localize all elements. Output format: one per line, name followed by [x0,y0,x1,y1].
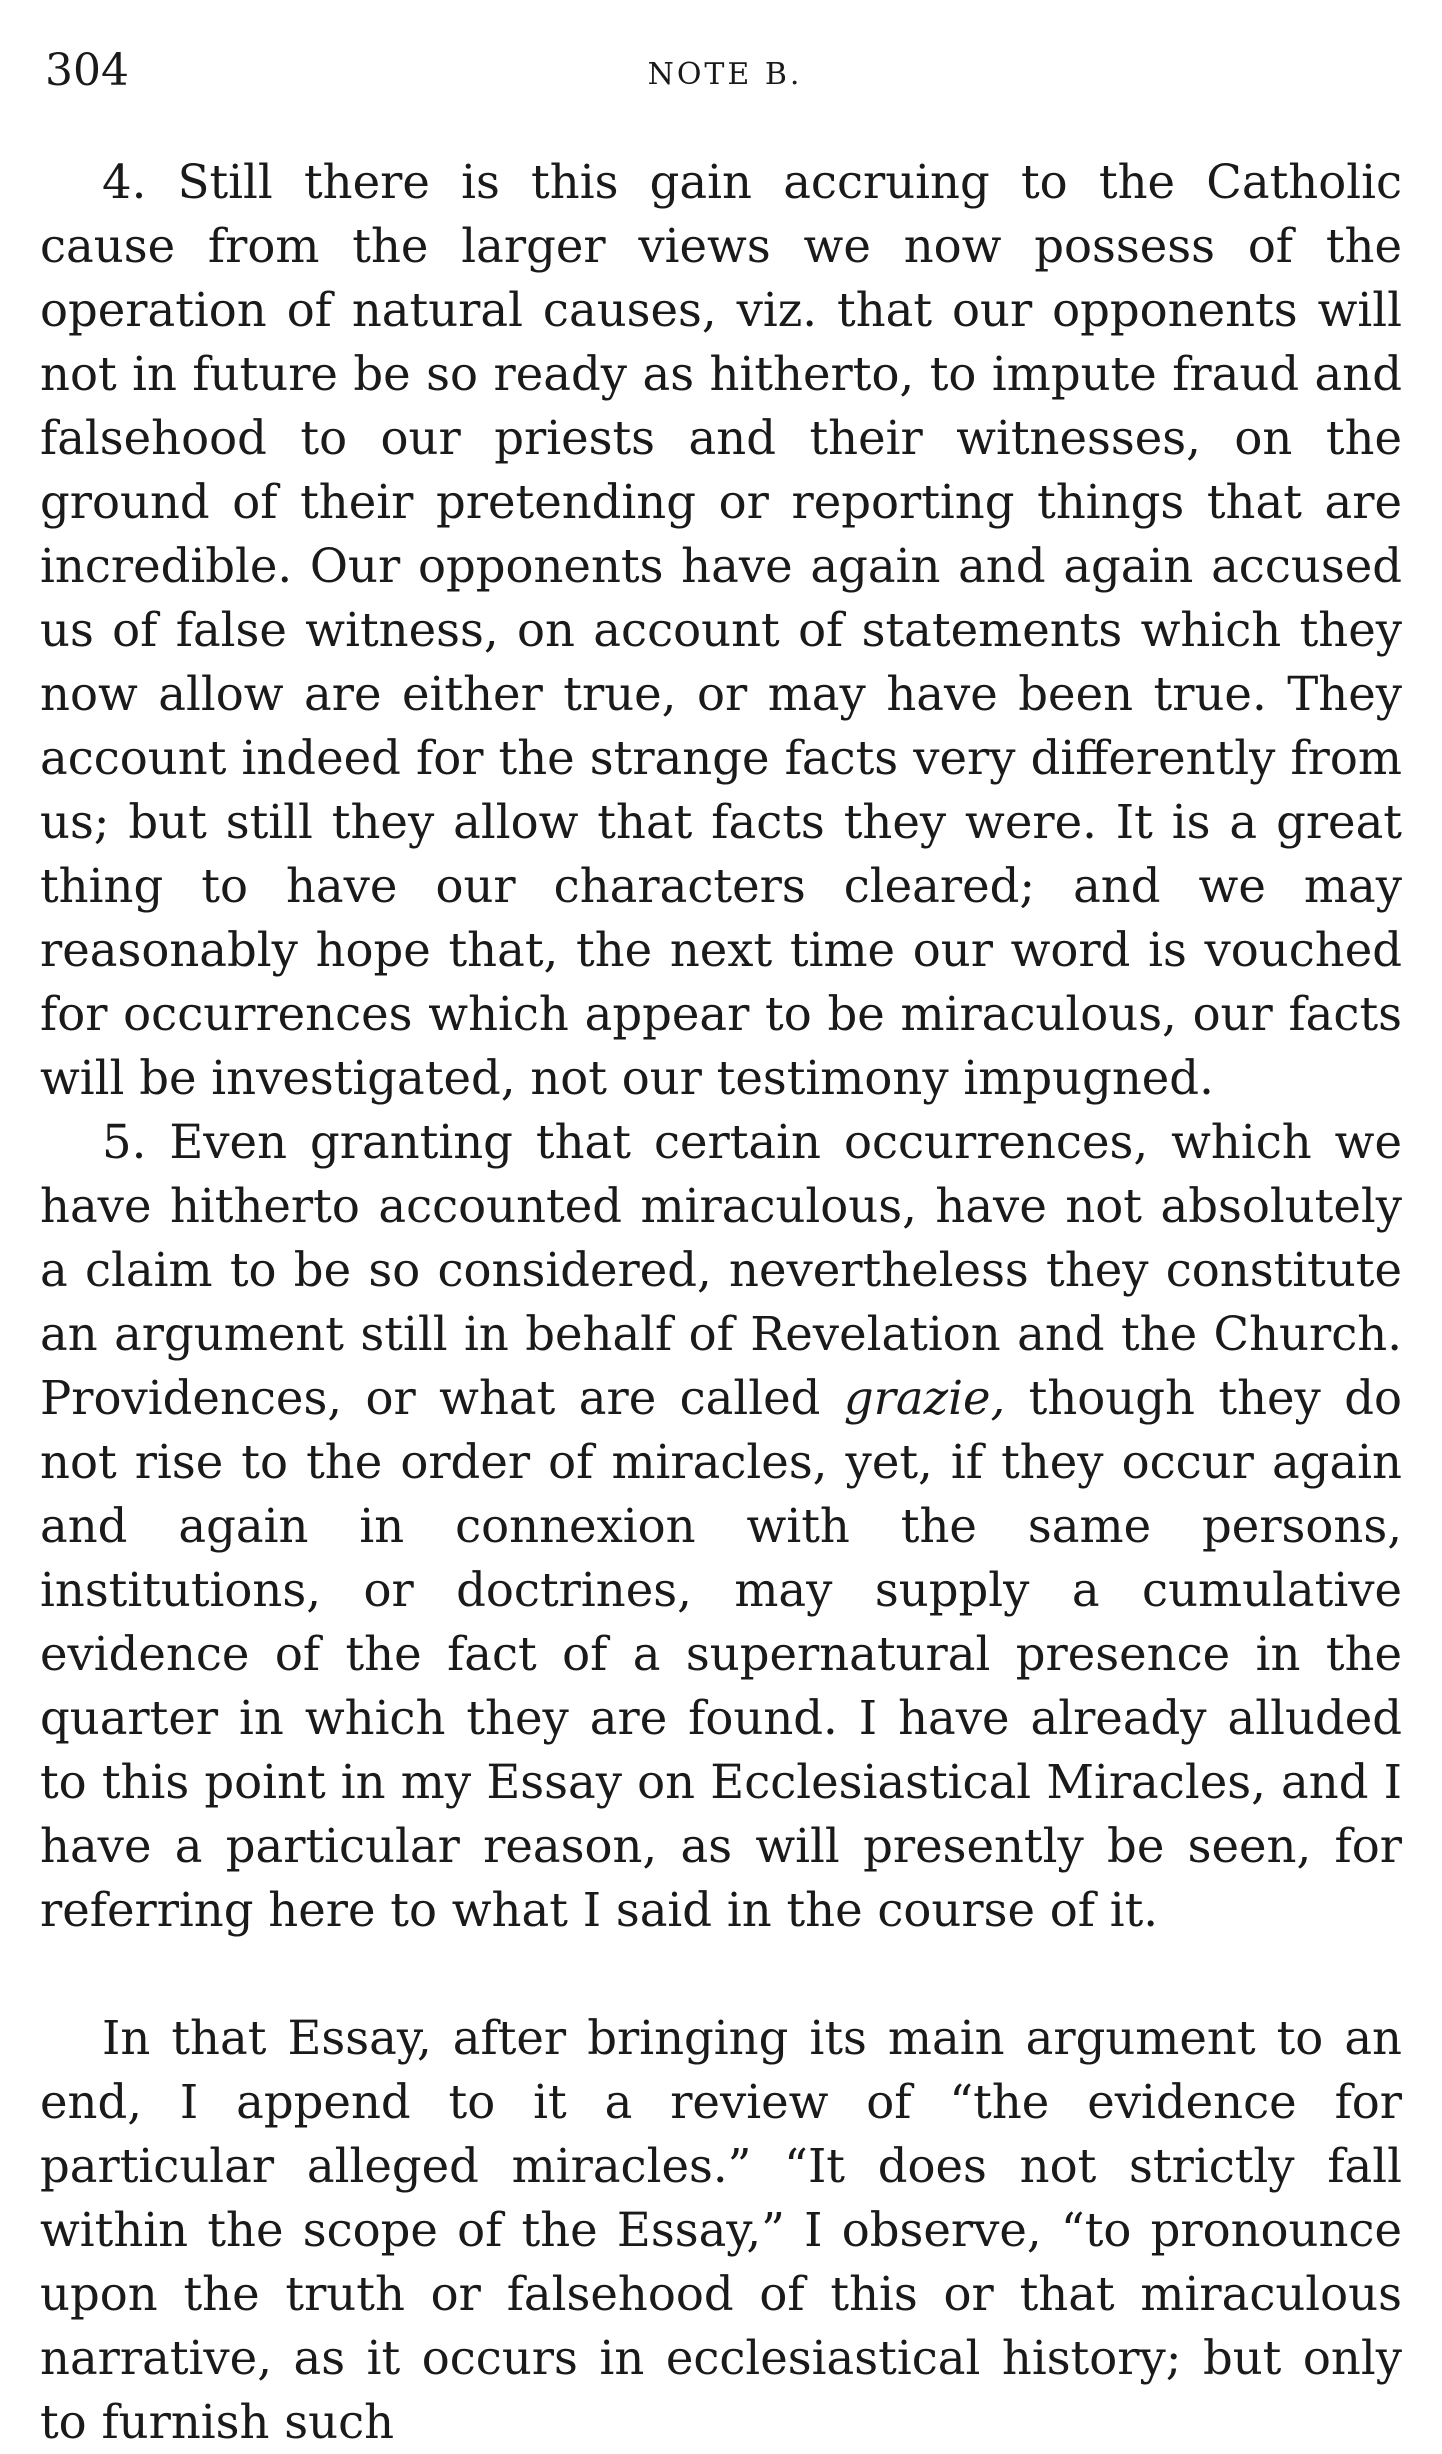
paragraph-5-after: though they do not rise to the order of miracles, yet, if they occur again and again in connexion with the same persons, institutions, or doctrines, may supply a cumulative evidence of the fact of a supernatural presence in the quarter in which they are found. I have already alluded to this point in my Essay on Ecclesiastical Miracles, and I have a particular reason, as will presently be seen, for referring here to what I said in the course of it. [40,1371,1402,1937]
paragraph-4: 4. Still there is this gain accruing to the Catholic cause from the larger views we now possess of the operation of natural causes, viz. that our opponents will not in future be so ready as hitherto, to impute fraud and falsehood to our priests and their witnesses, on the ground of their pretending or reporting things that are incredible. Our opponents have again and again accused us of false witness, on account of statements which they now allow are either true, or may have been true. They account indeed for the strange facts very differently from us; but still they allow that facts they were. It is a great thing to have our characters cleared; and we may reasonably hope that, the next time our word is vouched for occurrences which appear to be miraculous, our facts will be investigated, not our testimony impugned. [40,155,1402,1105]
running-head: NOTE B. [647,57,803,92]
page-number: 304 [45,45,129,96]
paragraph-5-before: 5. Even granting that certain occurrences, which we have hitherto accounted miraculous, have not absolutely a claim to be so considered, nevertheless they constitute an argument still in behalf of Revelation and the Church. Providences, or what are called [40,1115,1402,1425]
paragraph-essay: In that Essay, after bringing its main argument to an end, I append to it a review of “the evidence for particular alleged miracles.” “It does not strictly fall within the scope of the Essay,” I observe, “to pronounce upon the truth or falsehood of this or that miraculous narrative, as it occurs in ecclesiastical history; but only to furnish such [40,2011,1402,2449]
body-text [40,150,1402,2454]
paragraph-5 [40,1110,1402,1942]
page-header [45,36,1405,106]
italic-term-grazie: grazie, [843,1371,1006,1425]
